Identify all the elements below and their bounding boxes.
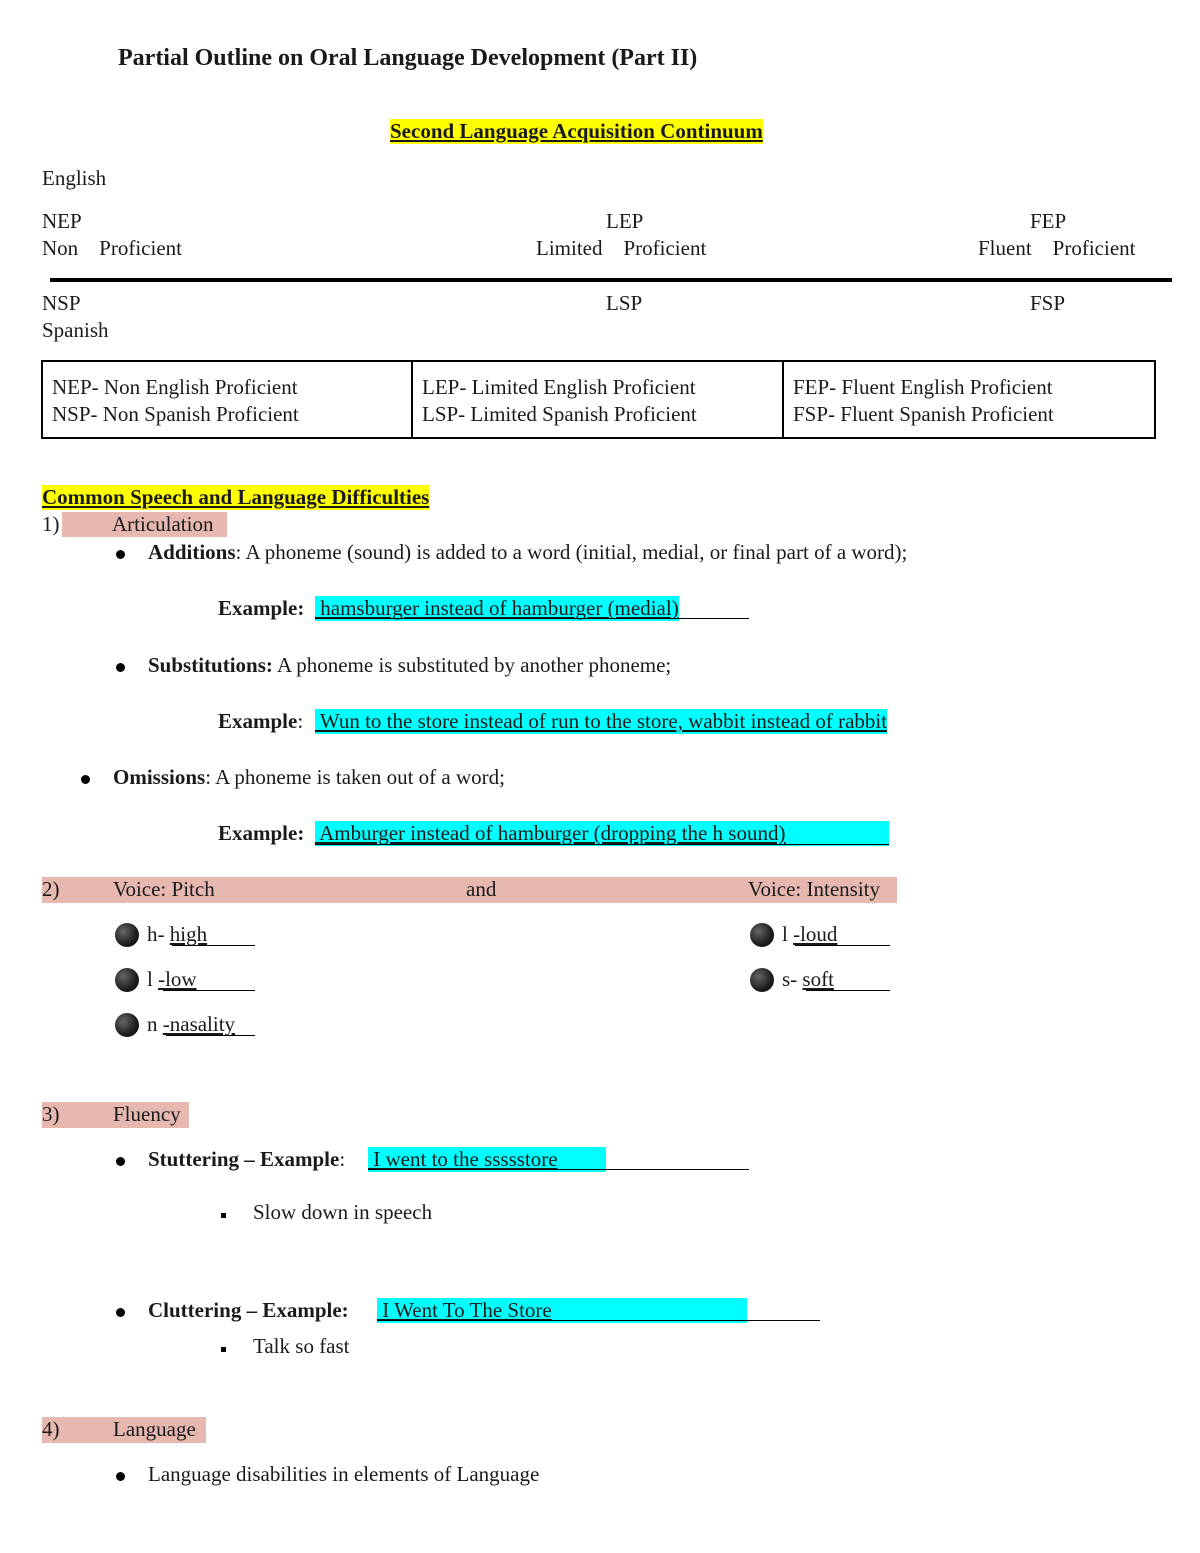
pitch-low-line bbox=[163, 990, 255, 991]
substitutions-example-label: Example bbox=[218, 709, 298, 733]
lep-desc: Limited Proficient bbox=[536, 236, 707, 260]
stuttering-term: Stuttering – Example bbox=[148, 1147, 340, 1171]
pitch-nasality-prefix: n bbox=[147, 1012, 163, 1036]
intensity-dot-icon bbox=[750, 968, 774, 992]
omissions-example: Amburger instead of hamburger (dropping the h sound) bbox=[315, 821, 889, 846]
omissions-example-label: Example: bbox=[218, 821, 305, 845]
continuum-line bbox=[50, 278, 1172, 282]
additions-blank-line bbox=[315, 618, 749, 619]
pitch-item-low bbox=[147, 967, 197, 992]
intensity-item-soft bbox=[782, 967, 834, 992]
additions-example: hamsburger instead of hamburger (medial) bbox=[315, 596, 679, 620]
articulation-label: Articulation bbox=[62, 512, 227, 537]
pitch-item-nasality bbox=[147, 1012, 235, 1037]
pitch-high-prefix: h- bbox=[147, 922, 170, 946]
stuttering-blank-line bbox=[368, 1169, 749, 1170]
bullet-icon bbox=[116, 1308, 125, 1317]
stuttering-example: I went to the ssssstore bbox=[368, 1147, 606, 1172]
stuttering-item bbox=[148, 1147, 345, 1172]
substitutions-example-row bbox=[218, 709, 303, 734]
fep-desc: Fluent Proficient bbox=[978, 236, 1136, 260]
legend-cell-lep bbox=[413, 362, 782, 428]
square-bullet-icon bbox=[221, 1213, 226, 1218]
lep-code: LEP bbox=[606, 209, 644, 233]
omissions-text: : A phoneme is taken out of a word; bbox=[205, 765, 505, 789]
omissions-item bbox=[113, 765, 505, 790]
intensity-item-loud bbox=[782, 922, 837, 947]
lsp-code: LSP bbox=[606, 291, 643, 315]
bullet-icon bbox=[116, 1157, 125, 1166]
voice-number: 2) bbox=[42, 877, 60, 901]
language-item: Language disabilities in elements of Language bbox=[148, 1462, 540, 1486]
voice-intensity-label: Voice: Intensity bbox=[748, 877, 881, 901]
articulation-number: 1) bbox=[42, 512, 60, 536]
substitutions-example: Wun to the store instead of run to the store, wabbit instead of rabbit bbox=[315, 709, 888, 733]
intensity-dot-icon bbox=[750, 923, 774, 947]
pitch-nasality-line bbox=[166, 1035, 255, 1036]
fsp-code: FSP bbox=[1030, 291, 1066, 315]
legend-lsp-line: LSP- Limited Spanish Proficient bbox=[422, 402, 697, 426]
language-number: 4) bbox=[42, 1417, 60, 1441]
nsp-code: NSP bbox=[42, 291, 81, 315]
additions-text: : A phoneme (sound) is added to a word (initial, medial, or final part of a word); bbox=[235, 540, 908, 564]
bullet-icon bbox=[81, 775, 90, 784]
substitutions-text: A phoneme is substituted by another phoneme; bbox=[272, 653, 672, 677]
intensity-loud-value: -loud bbox=[793, 922, 838, 946]
omissions-blank-line bbox=[315, 844, 889, 845]
stuttering-colon: : bbox=[339, 1147, 346, 1171]
voice-pitch-label: Voice: Pitch bbox=[113, 877, 215, 901]
pitch-dot-icon bbox=[115, 1013, 139, 1037]
pitch-dot-icon bbox=[115, 923, 139, 947]
fep-code: FEP bbox=[1030, 209, 1067, 233]
cluttering-example: I Went To The Store bbox=[377, 1298, 747, 1323]
intensity-soft-line bbox=[806, 990, 890, 991]
fluency-label: Fluency bbox=[113, 1102, 181, 1126]
additions-item bbox=[148, 540, 907, 565]
spanish-label: Spanish bbox=[42, 318, 109, 342]
legend-cell-fep bbox=[784, 362, 1154, 428]
cluttering-sub: Talk so fast bbox=[253, 1334, 350, 1358]
page-title: Partial Outline on Oral Language Development (Part II) bbox=[118, 45, 698, 71]
square-bullet-icon bbox=[221, 1347, 226, 1352]
cluttering-blank-line bbox=[377, 1320, 820, 1321]
intensity-loud-prefix: l bbox=[782, 922, 794, 946]
substitutions-term: Substitutions: bbox=[148, 653, 273, 677]
pitch-item-high bbox=[147, 922, 207, 947]
legend-nep-line: NEP- Non English Proficient bbox=[52, 375, 298, 399]
voice-and: and bbox=[466, 877, 497, 901]
legend-cell-nep bbox=[43, 362, 411, 428]
nep-code: NEP bbox=[42, 209, 82, 233]
additions-example-label: Example: bbox=[218, 596, 305, 620]
intensity-soft-prefix: s- bbox=[782, 967, 803, 991]
bullet-icon bbox=[116, 1472, 125, 1481]
legend-lep-line: LEP- Limited English Proficient bbox=[422, 375, 696, 399]
continuum-heading: Second Language Acquisition Continuum bbox=[390, 119, 763, 143]
fluency-number: 3) bbox=[42, 1102, 60, 1126]
bullet-icon bbox=[116, 663, 125, 672]
substitutions-item bbox=[148, 653, 671, 678]
pitch-high-line bbox=[172, 945, 255, 946]
pitch-dot-icon bbox=[115, 968, 139, 992]
additions-term: Additions bbox=[148, 540, 236, 564]
language-label: Language bbox=[113, 1417, 196, 1441]
intensity-soft-value: soft bbox=[802, 967, 834, 991]
pitch-low-value: -low bbox=[158, 967, 197, 991]
stuttering-sub: Slow down in speech bbox=[253, 1200, 433, 1224]
nep-desc: Non Proficient bbox=[42, 236, 182, 260]
legend-fep-line: FEP- Fluent English Proficient bbox=[793, 375, 1053, 399]
cluttering-term: Cluttering – Example: bbox=[148, 1298, 349, 1322]
legend-nsp-line: NSP- Non Spanish Proficient bbox=[52, 402, 299, 426]
english-label: English bbox=[42, 166, 107, 190]
substitutions-example-colon: : bbox=[297, 709, 304, 733]
difficulties-heading: Common Speech and Language Difficulties bbox=[42, 485, 430, 509]
legend-fsp-line: FSP- Fluent Spanish Proficient bbox=[793, 402, 1054, 426]
pitch-low-prefix: l bbox=[147, 967, 159, 991]
intensity-loud-line bbox=[795, 945, 890, 946]
omissions-term: Omissions bbox=[113, 765, 206, 789]
pitch-high-value: high bbox=[169, 922, 208, 946]
pitch-nasality-value: -nasality bbox=[162, 1012, 236, 1036]
bullet-icon bbox=[116, 550, 125, 559]
